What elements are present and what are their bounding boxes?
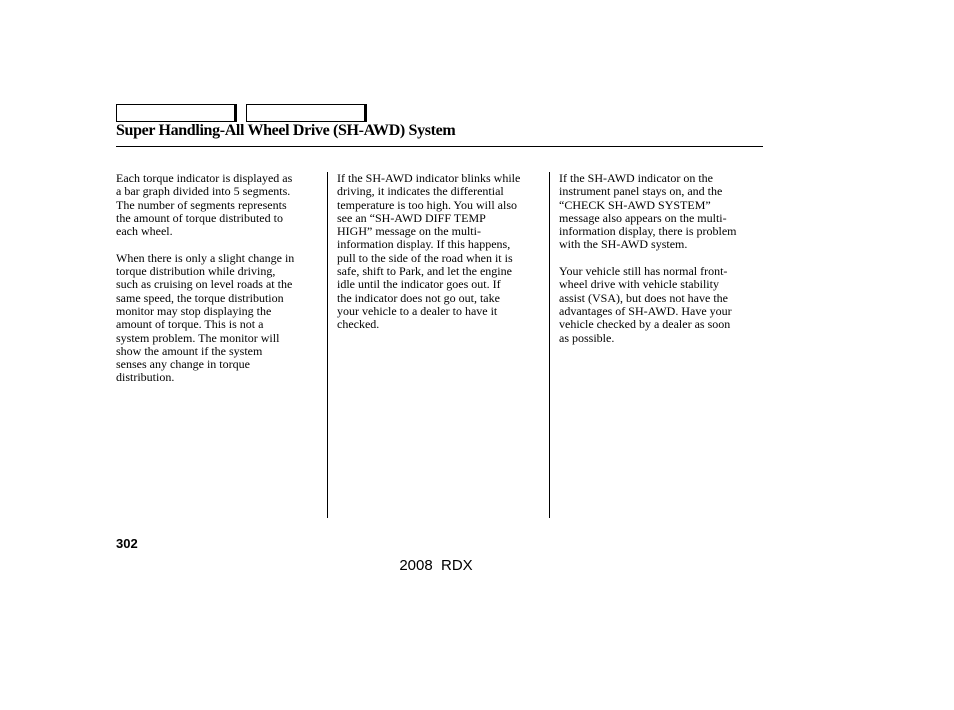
text-column-1 — [116, 172, 322, 398]
model-footer: 2008 RDX — [399, 557, 473, 574]
paragraph: Your vehicle still has normal front- wheel drive with vehicle stability assist (VSA), but does not have the advantages of SH-AWD. Have your vehicle checked by a dealer as soon as possible. — [559, 264, 732, 345]
column-divider — [327, 172, 328, 518]
section-tab-2 — [246, 104, 367, 122]
column-divider — [549, 172, 550, 518]
page-title: Super Handling-All Wheel Drive (SH-AWD) System — [116, 122, 456, 139]
text-column-3 — [559, 172, 765, 358]
page-number: 302 — [116, 536, 138, 551]
text-column-2 — [337, 172, 543, 345]
title-divider — [116, 146, 763, 147]
paragraph: If the SH-AWD indicator blinks while driving, it indicates the differential temperature is too high. You will also see an “SH-AWD DIFF TEMP HIGH” message on the multi- information display. If this happens, pull to the side of the road when it is safe, shift to Park, and let the engine idle until the indicator goes out. If the indicator does not go out, take your vehicle to a dealer to have it checked. — [337, 171, 521, 332]
paragraph: When there is only a slight change in torque distribution while driving, such as cruising on level roads at the same speed, the torque distribution monitor may stop displaying the amount of torque. This is not a system problem. The monitor will show the amount if the system senses any change in torque distribution. — [116, 250, 295, 385]
paragraph: If the SH-AWD indicator on the instrument panel stays on, and the “CHECK SH-AWD SYSTEM” message also appears on the multi- information display, there is problem with the SH-AWD system. — [559, 171, 737, 252]
section-tab-1 — [116, 104, 237, 122]
paragraph: Each torque indicator is displayed as a bar graph divided into 5 segments. The number of segments represents the amount of torque distributed to each wheel. — [116, 171, 293, 239]
